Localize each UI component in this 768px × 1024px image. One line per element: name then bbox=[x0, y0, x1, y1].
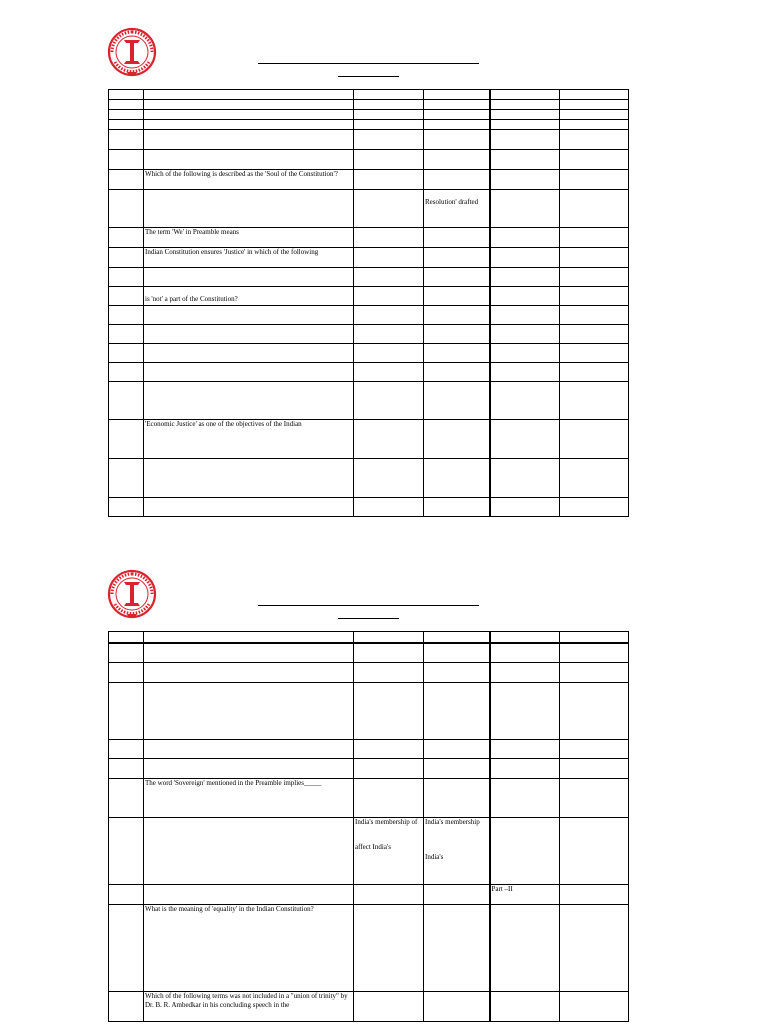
table-row bbox=[109, 90, 629, 100]
table-row bbox=[109, 363, 629, 382]
table-row bbox=[109, 759, 629, 779]
question-soul: Which of the following is described as the 'Soul of the Constitution'? bbox=[144, 170, 354, 190]
header-rule-title bbox=[258, 63, 479, 64]
table-row bbox=[109, 663, 629, 683]
table-row bbox=[109, 740, 629, 759]
table-row bbox=[109, 228, 629, 248]
question-not-part: is 'not' a part of the Constitution? bbox=[145, 295, 238, 303]
option-indias: India's bbox=[425, 852, 444, 861]
table-row bbox=[109, 459, 629, 498]
table-row bbox=[109, 992, 629, 1022]
table-row bbox=[109, 325, 629, 344]
table-row bbox=[109, 190, 629, 228]
table-row bbox=[109, 248, 629, 268]
table-row bbox=[109, 420, 629, 459]
table-row bbox=[109, 150, 629, 170]
question-equality: What is the meaning of 'equality' in the Indian Constitution? bbox=[144, 905, 354, 992]
table-row bbox=[109, 344, 629, 363]
table-row bbox=[109, 643, 629, 663]
option-resolution: Resolution' drafted bbox=[425, 198, 479, 206]
table-row bbox=[109, 120, 629, 130]
table-row bbox=[109, 130, 629, 150]
institute-crest-logo bbox=[107, 26, 157, 78]
table-row bbox=[109, 306, 629, 325]
table-row bbox=[109, 382, 629, 420]
table-row bbox=[109, 268, 629, 287]
institute-crest-logo bbox=[107, 568, 157, 620]
question-we: The term 'We' in Preamble means bbox=[144, 228, 354, 248]
table-row bbox=[109, 100, 629, 110]
option-membership-b: India's membership bbox=[425, 818, 480, 826]
question-table-1 bbox=[108, 89, 629, 517]
table-row bbox=[109, 779, 629, 818]
table-row bbox=[109, 885, 629, 905]
table-row bbox=[109, 170, 629, 190]
table-row bbox=[109, 287, 629, 306]
option-part-2: Part –II bbox=[490, 885, 560, 905]
table-row bbox=[109, 632, 629, 643]
table-row bbox=[109, 905, 629, 992]
question-table-2 bbox=[108, 631, 629, 1022]
option-membership-a: India's membership of bbox=[355, 818, 418, 826]
option-affect: affect India's bbox=[355, 842, 391, 851]
header-rule-subtitle bbox=[338, 76, 399, 77]
question-economic: 'Economic Justice' as one of the objectives of the Indian bbox=[144, 420, 354, 459]
table-row bbox=[109, 110, 629, 120]
table-row bbox=[109, 818, 629, 885]
table-row bbox=[109, 498, 629, 517]
table-row bbox=[109, 683, 629, 740]
question-justice: Indian Constitution ensures 'Justice' in which of the following bbox=[144, 248, 354, 268]
header-rule-title bbox=[258, 605, 479, 606]
question-union-trinity: Which of the following terms was not included in a "union of trinity" by Dr. B. R. Ambedkar in his concluding speech in the bbox=[144, 992, 354, 1022]
header-rule-subtitle bbox=[338, 618, 399, 619]
question-sovereign: The word 'Sovereign' mentioned in the Preamble implies_____ bbox=[144, 779, 354, 818]
